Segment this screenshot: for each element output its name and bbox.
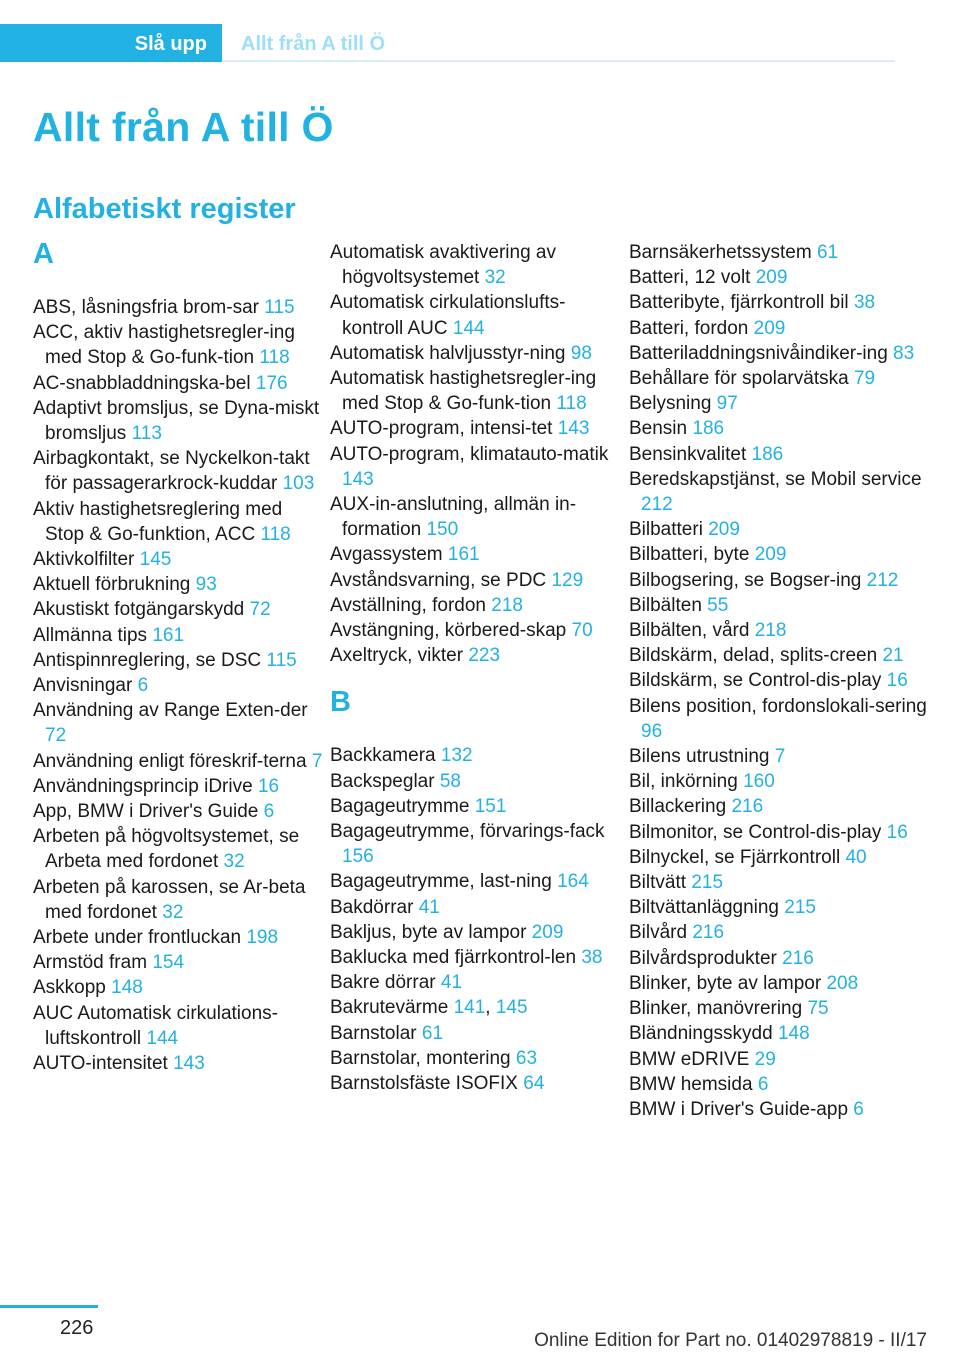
index-entry (330, 1021, 622, 1046)
index-entry (330, 819, 622, 869)
index-entry-text: AUC Automatisk cirkulations‐luftskontroll (33, 1002, 278, 1049)
tab-lookup[interactable] (0, 24, 222, 62)
index-entry (330, 643, 622, 668)
page-link[interactable]: 96 (641, 720, 663, 742)
header-rule (222, 60, 895, 62)
index-entry-text: AUTO-program, intensi‐tet (330, 418, 553, 440)
index-entry (330, 366, 622, 416)
index-entry-text: Batteri, 12 volt (629, 267, 751, 289)
page-link[interactable]: 6 (263, 801, 275, 823)
index-entry (629, 1072, 929, 1097)
index-entry (33, 975, 325, 1000)
index-entry-text: Batteriladdningsnivåindiker‐ing (629, 342, 888, 364)
index-entry (33, 371, 325, 396)
index-entry (330, 920, 622, 945)
page-link[interactable]: 186 (751, 443, 784, 465)
index-entry-text: Billackering (629, 796, 727, 818)
index-entry-text: Blinker, byte av lampor (629, 972, 822, 994)
index-entry (629, 895, 929, 920)
index-entry-text: Bakrutevärme (330, 997, 449, 1019)
index-entry (330, 568, 622, 593)
index-entry-text: Användning enligt föreskrif‐terna (33, 750, 307, 772)
page-link[interactable]: 148 (777, 1023, 810, 1045)
index-entry-text: Avståndsvarning, se PDC (330, 569, 547, 591)
index-entry-text: Bildskärm, delad, splits‐creen (629, 645, 878, 667)
index-entry-text: Beredskapstjänst, se Mobil service (629, 468, 922, 490)
edition-note: Online Edition for Part no. 01402978819 - II/17 (534, 1330, 927, 1351)
page-link[interactable]: 93 (195, 574, 217, 596)
index-entry (629, 694, 929, 744)
page-link[interactable]: 186 (692, 418, 725, 440)
page-link[interactable]: 145 (139, 549, 172, 571)
index-entry (33, 623, 325, 648)
page-link[interactable]: 6 (137, 675, 149, 697)
index-entry-text: Bakljus, byte av lampor (330, 921, 527, 943)
index-entry (629, 316, 929, 341)
index-entry (629, 996, 929, 1021)
index-entry (33, 547, 325, 572)
page-link[interactable]: 223 (468, 645, 501, 667)
index-entry-text: Bilnyckel, se Fjärrkontroll (629, 846, 841, 868)
index-entry-text: Barnstolar, montering (330, 1047, 511, 1069)
index-entry (629, 870, 929, 895)
index-entry-text: Aktiv hastighetsreglering med Stop & Go-funktion, ACC (33, 498, 283, 545)
page-link[interactable]: 161 (447, 544, 480, 566)
page-link[interactable]: 143 (557, 418, 590, 440)
page-link[interactable]: 215 (784, 897, 816, 919)
page-link[interactable]: 212 (641, 494, 673, 516)
index-entry-text: Bagageutrymme (330, 795, 470, 817)
page-link[interactable]: 55 (707, 594, 729, 616)
page-link[interactable]: 40 (845, 846, 867, 868)
page-link[interactable]: 161 (152, 624, 185, 646)
page-link[interactable]: 7 (774, 746, 786, 768)
tab-a-to-o[interactable]: Allt från A till Ö (241, 33, 386, 55)
page-link[interactable]: 97 (716, 393, 738, 415)
index-column-2 (330, 240, 622, 1096)
index-entry-text: Akustiskt fotgängarskydd (33, 599, 245, 621)
page-link[interactable]: 154 (152, 952, 185, 974)
index-entry-text: Arbete under frontluckan (33, 927, 242, 949)
index-entry-text: Bakre dörrar (330, 972, 436, 994)
index-entry-text: AUTO-program, klimatauto‐matik (330, 443, 609, 465)
index-entry (330, 945, 622, 970)
header-tab-bar (0, 24, 895, 62)
index-entry (33, 320, 325, 370)
index-entry (330, 240, 622, 290)
index-entry (629, 971, 929, 996)
index-entry-text: Allmänna tips (33, 624, 148, 646)
index-entry-text: Bil, inkörning (629, 771, 738, 793)
index-entry-text: Batteri, fordon (629, 317, 749, 339)
page-link[interactable]: 72 (45, 725, 67, 747)
index-entry (33, 446, 325, 496)
index-entry (629, 643, 929, 668)
index-entry (330, 593, 622, 618)
page-number: 226 (60, 1317, 94, 1339)
index-entry-text: Bilbatteri (629, 519, 703, 541)
index-entry-text: Automatisk hastighetsregler‐ing med Stop & Go-funk‐tion (330, 368, 597, 415)
page-link[interactable]: 118 (556, 393, 587, 415)
index-entry (629, 366, 929, 391)
page-link[interactable]: 16 (886, 821, 908, 843)
index-entry (629, 467, 929, 517)
index-entry-text: Aktuell förbrukning (33, 574, 191, 596)
page-link[interactable]: 150 (426, 519, 459, 541)
page-link[interactable]: 115 (264, 297, 295, 318)
page-link[interactable]: 132 (440, 745, 473, 767)
index-entry-text: Bagageutrymme, förvarings‐fack (330, 821, 605, 843)
index-entry (330, 794, 622, 819)
index-entry (33, 648, 325, 673)
page-link[interactable]: 209 (754, 544, 787, 566)
index-entry-text: Axeltryck, vikter (330, 645, 464, 667)
page-link[interactable]: 208 (826, 972, 859, 994)
index-entry-text: BMW eDRIVE (629, 1048, 750, 1070)
page-link[interactable]: 32 (484, 267, 506, 289)
index-entry-text: Bilmonitor, se Control-dis‐play (629, 821, 882, 843)
page-link[interactable]: 103 (282, 473, 315, 495)
index-entry (33, 749, 325, 774)
section-title: Alfabetiskt register (33, 193, 296, 225)
index-entry (629, 568, 929, 593)
index-entry-text: Bildskärm, se Control-dis‐play (629, 670, 882, 692)
index-entry (629, 517, 929, 542)
index-entry (33, 875, 325, 925)
page-link[interactable]: 209 (531, 921, 564, 943)
page-link[interactable]: 72 (249, 599, 271, 621)
index-entry-text: Askkopp (33, 977, 106, 999)
index-entry-text: Avställning, fordon (330, 594, 486, 616)
page-link[interactable]: 41 (418, 896, 440, 918)
index-entry (330, 743, 622, 768)
index-entry (330, 869, 622, 894)
index-entry-text: Bagageutrymme, last‐ning (330, 871, 552, 893)
page-link[interactable]: 61 (421, 1022, 444, 1044)
index-entry (33, 396, 325, 446)
index-entry (33, 673, 325, 698)
index-entry (330, 1071, 622, 1096)
index-entry-text: Batteribyte, fjärrkontroll bil (629, 292, 849, 314)
index-entry-text: BMW i Driver's Guide-app (629, 1098, 849, 1120)
index-entry-text: Avgassystem (330, 544, 443, 566)
index-entry-text: Baklucka med fjärrkontrol‐len (330, 947, 577, 969)
index-entry-text: Bilbogsering, se Bogser‐ing (629, 569, 862, 591)
index-entry: Bakrutevärme 141, 145 (330, 997, 528, 1019)
page-link[interactable]: 141 (453, 997, 486, 1019)
index-entry-text: Biltvätt (629, 872, 687, 894)
index-entry-text: Bensin (629, 418, 688, 440)
index-entry-text: Backkamera (330, 745, 436, 767)
index-entry (33, 950, 325, 975)
index-entry-text: Aktivkolfilter (33, 549, 135, 571)
page-link[interactable]: 32 (223, 851, 245, 873)
page-link[interactable]: 63 (515, 1047, 538, 1069)
index-entry-text: Bilvårdsprodukter (629, 947, 777, 969)
page-link[interactable]: 216 (731, 796, 764, 818)
index-entry (629, 1047, 929, 1072)
page-link[interactable]: 113 (131, 423, 162, 445)
index-entry (330, 416, 622, 441)
page-link[interactable]: 118 (260, 523, 291, 545)
index-entry-text: Airbagkontakt, se Nyckelkon‐takt för passagerarkrock‐kuddar (33, 448, 310, 495)
index-entry (330, 542, 622, 567)
page-link[interactable]: 75 (807, 998, 829, 1020)
index-entry-text: ACC, aktiv hastighetsregler‐ing med Stop & Go-funk‐tion (33, 322, 295, 369)
page-link[interactable]: 218 (491, 594, 523, 616)
page-link[interactable]: 209 (753, 317, 786, 339)
index-entry (33, 497, 325, 547)
index-entry-text: Automatisk cirkulationslufts‐kontroll AUC (330, 292, 566, 339)
index-entry-text: Arbeten på högvoltsystemet, se Arbeta med fordonet (33, 826, 300, 873)
page-link[interactable]: 7 (311, 750, 323, 772)
page-link[interactable]: 143 (342, 468, 374, 490)
index-entry (629, 1097, 929, 1122)
page-link[interactable]: 21 (882, 645, 904, 667)
index-entry (330, 492, 622, 542)
index-entry (629, 290, 929, 315)
footer-rule (0, 1305, 98, 1308)
index-entry (33, 1051, 325, 1076)
index-entry-text: AUX-in-anslutning, allmän in‐formation (330, 494, 577, 541)
index-column-1 (33, 240, 325, 1076)
index-entry (629, 391, 929, 416)
index-entry (629, 593, 929, 618)
index-entry (629, 341, 929, 366)
index-entry (629, 1021, 929, 1046)
page-link[interactable]: 151 (474, 795, 507, 817)
index-entry-text: Adaptivt bromsljus, se Dyna‐miskt bromsljus (33, 397, 320, 445)
page-link[interactable]: 58 (439, 770, 461, 792)
page-link[interactable]: 6 (757, 1073, 769, 1095)
index-entry-text: Bilvård (629, 922, 688, 944)
page-link[interactable]: 212 (866, 569, 899, 591)
index-entry-text: Bensinkvalitet (629, 443, 747, 465)
index-entry-text: Arbeten på karossen, se Ar‐beta med fordonet (33, 876, 306, 923)
page-link[interactable]: 6 (853, 1098, 864, 1120)
index-entry-text: App, BMW i Driver's Guide (33, 801, 259, 823)
index-entry (330, 341, 622, 366)
page-link[interactable]: 215 (691, 872, 724, 894)
index-entry (33, 698, 325, 748)
index-entry (33, 824, 325, 874)
page-link[interactable]: 218 (754, 620, 787, 642)
index-entry (629, 794, 929, 819)
index-entry-text: Användningsprincip iDrive (33, 775, 253, 797)
index-entry-text: Avstängning, körbered‐skap (330, 620, 567, 642)
index-entry (629, 946, 929, 971)
index-entry-text: Antispinnreglering, se DSC (33, 649, 262, 671)
page-link[interactable]: 61 (816, 242, 839, 263)
index-entry (330, 442, 622, 492)
index-entry (629, 542, 929, 567)
index-entry (629, 845, 929, 870)
index-entry-text: Armstöd fram (33, 952, 148, 974)
index-entry (629, 820, 929, 845)
page-title: Allt från A till Ö (33, 104, 334, 150)
page-link[interactable]: 38 (853, 292, 876, 314)
page-link[interactable]: 148 (111, 977, 143, 999)
index-entry-text: Automatisk halvljusstyr‐ning (330, 342, 566, 364)
page-link[interactable]: 16 (257, 775, 280, 797)
index-entry (629, 442, 929, 467)
page-link[interactable]: 129 (551, 569, 584, 591)
index-entry-text: Blinker, manövrering (629, 998, 803, 1020)
page-link[interactable]: 41 (440, 972, 463, 994)
index-entry (33, 925, 325, 950)
page-link[interactable]: 216 (692, 922, 725, 944)
index-entry-text: AC-snabbladdningska‐bel (33, 372, 251, 394)
page-link[interactable]: 144 (452, 317, 485, 339)
page-link[interactable]: 143 (173, 1053, 205, 1075)
index-entry (629, 920, 929, 945)
page-link[interactable]: 145 (495, 997, 528, 1019)
index-entry-text: AUTO-intensitet (33, 1053, 168, 1075)
index-entry (33, 799, 325, 824)
page-link[interactable]: 70 (571, 620, 593, 642)
page-link[interactable]: 16 (886, 670, 908, 692)
index-entry-text: Bländningsskydd (629, 1023, 773, 1045)
index-entry-text: Bilens utrustning (629, 746, 770, 768)
page-link[interactable]: 216 (782, 947, 814, 969)
index-entry (629, 240, 929, 265)
index-entry-text: BMW hemsida (629, 1073, 753, 1095)
index-entry-text: Barnstolsfäste ISOFIX (330, 1073, 518, 1095)
index-entry-text: Barnstolar (330, 1022, 417, 1044)
index-entry (33, 597, 325, 622)
index-entry (629, 416, 929, 441)
index-entry (629, 668, 929, 693)
page-link[interactable]: 98 (570, 342, 592, 364)
index-letter: A (33, 238, 54, 270)
page-link[interactable]: 38 (581, 947, 603, 969)
page-link[interactable]: 176 (255, 372, 288, 394)
index-column-3 (629, 240, 929, 1122)
index-entry (33, 572, 325, 597)
index-entry (629, 744, 929, 769)
page-link[interactable]: 209 (708, 519, 740, 541)
index-entry-text: Användning av Range Exten‐der (33, 700, 308, 722)
index-entry-text: Bilens position, fordonslokali‐sering (629, 695, 927, 717)
page-link[interactable]: 32 (162, 901, 184, 923)
index-entry-text: Barnsäkerhetssystem (629, 242, 812, 263)
index-entry (330, 290, 622, 340)
index-entry (330, 618, 622, 643)
tab-lookup-label: Slå upp (134, 33, 207, 55)
index-entry (629, 265, 929, 290)
page-link[interactable]: 198 (246, 927, 279, 949)
index-entry-text: Biltvättanläggning (629, 897, 779, 919)
index-entry-text: ABS, låsningsfria brom‐sar (33, 297, 259, 318)
page-link[interactable]: 64 (523, 1073, 545, 1095)
page-link[interactable]: 209 (755, 267, 788, 289)
index-entry-text: Belysning (629, 393, 712, 415)
index-entry-text: Bilbälten, vård (629, 620, 750, 642)
page-link[interactable]: 29 (754, 1048, 776, 1070)
index-entry-text: Backspeglar (330, 770, 435, 792)
index-entry (330, 769, 622, 794)
index-entry (33, 1001, 325, 1051)
page-link[interactable]: 156 (342, 846, 374, 868)
page-link[interactable]: 118 (259, 347, 290, 369)
page-link[interactable]: 83 (893, 342, 915, 364)
index-entry (330, 970, 622, 995)
index-entry (330, 1046, 622, 1071)
index-entry-text: Bilbälten (629, 594, 702, 616)
index-entry (629, 769, 929, 794)
index-entry (33, 295, 325, 320)
page-link[interactable]: 160 (743, 771, 775, 793)
index-entry-text: Bilbatteri, byte (629, 544, 750, 566)
index-entry-text: Automatisk avaktivering av högvoltsystemet (330, 242, 556, 289)
index-entry-text: Anvisningar (33, 675, 133, 697)
index-entry (33, 774, 325, 799)
index-letter: B (330, 686, 351, 719)
page-link[interactable]: 164 (557, 871, 589, 893)
index-entry (330, 895, 622, 920)
page-link[interactable]: 79 (853, 368, 876, 390)
index-entry (629, 618, 929, 643)
index-entry-text: Bakdörrar (330, 896, 414, 918)
index-entry-text: Behållare för spolarvätska (629, 368, 849, 390)
page-link[interactable]: 144 (146, 1027, 179, 1049)
page-link[interactable]: 115 (266, 649, 297, 671)
